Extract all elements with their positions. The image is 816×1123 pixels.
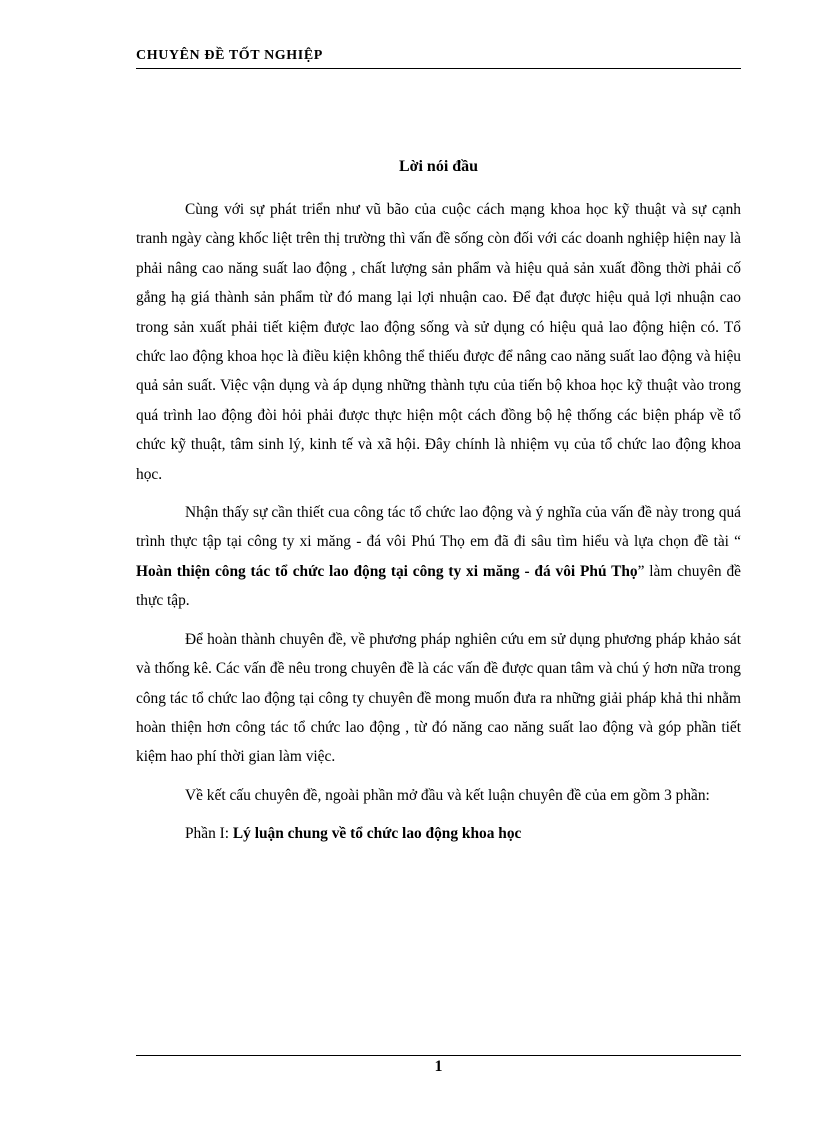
paragraph-structure: Về kết cấu chuyên đề, ngoài phần mở đầu và kết luận chuyên đề của em gồm 3 phần: bbox=[185, 786, 710, 804]
topic-tail-text: ” làm chuyên đề thực tập. bbox=[136, 562, 741, 610]
section-title: Lời nói đầu bbox=[398, 158, 479, 175]
thesis-topic-title: Hoàn thiện công tác tổ chức lao động tại công ty xi măng - đá vôi Phú Thọ bbox=[136, 562, 638, 580]
header-divider bbox=[136, 68, 741, 69]
footer-divider bbox=[136, 1055, 741, 1056]
paragraph-topic bbox=[136, 498, 741, 616]
paragraph-part-one bbox=[136, 819, 741, 848]
running-header: CHUYÊN ĐỀ TỐT NGHIỆP bbox=[136, 48, 323, 63]
topic-lead-text: Nhận thấy sự cần thiết cua công tác tổ chức lao động và ý nghĩa của vấn đề này trong quá trình thực tập tại công ty xi măng - đá vôi Phú Thọ em đã đi sâu tìm hiểu và lựa chọn đề tài “ bbox=[136, 504, 741, 551]
page-number: 1 bbox=[434, 1058, 443, 1075]
document-body bbox=[136, 195, 741, 858]
part-one-title: Lý luận chung về tổ chức lao động khoa học bbox=[232, 825, 522, 843]
paragraph-intro: Cùng với sự phát triển như vũ bão của cuộc cách mạng khoa học kỹ thuật và sự cạnh tranh ngày càng khốc liệt trên thị trường thì vấn đề sống còn đối với các doanh nghiệp hiện nay là phải nâng cao năng suất lao động , chất lượng sản phẩm và hiệu quả sản xuất đồng thời phải cố gắng hạ giá thành sản phẩm từ đó mang lại lợi nhuận cao. Để đạt được hiệu quả lợi nhuận cao trong sản xuất phải tiết kiệm được lao động sống và sử dụng có hiệu quả lao động hiện có. Tổ chức lao động khoa học là điều kiện không thể thiếu được để nâng cao năng suất lao động và hiệu quả sản suất. Việc vận dụng và áp dụng những thành tựu của tiến bộ khoa học kỹ thuật vào trong quá trình lao động đòi hỏi phải được thực hiện một cách đồng bộ hệ thống các biện pháp về tổ chức kỹ thuật, tâm sinh lý, kinh tế và xã hội. Đây chính là nhiệm vụ của tổ chức lao động khoa học. bbox=[136, 201, 741, 483]
paragraph-method: Để hoàn thành chuyên đề, về phương pháp nghiên cứu em sử dụng phương pháp khảo sát và thống kê. Các vấn đề nêu trong chuyên đề là các vấn đề được quan tâm và chú ý hơn nữa trong công tác tổ chức lao động tại công ty chuyên đề mong muốn đưa ra những giải pháp khả thi nhằm hoàn thiện hơn công tác tổ chức lao động , từ đó năng cao năng suất lao động và góp phần tiết kiệm hao phí thời gian làm việc. bbox=[136, 630, 741, 766]
part-one-label: Phần I: bbox=[185, 825, 233, 843]
